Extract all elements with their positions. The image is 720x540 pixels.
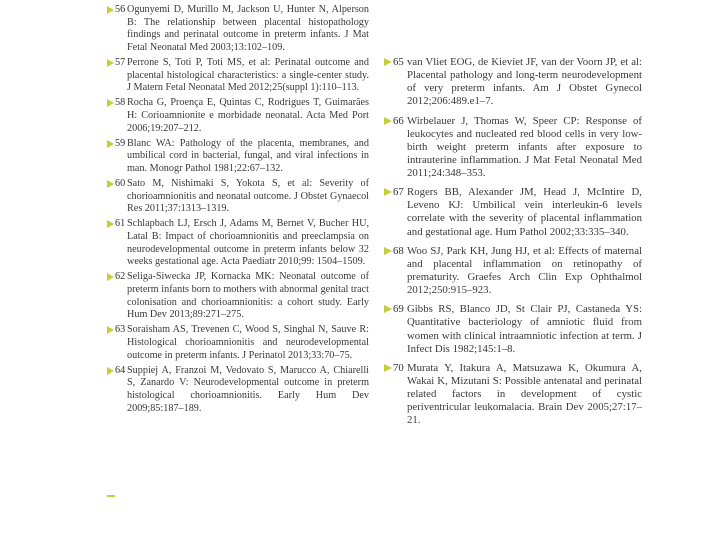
bullet-arrow-icon	[107, 273, 114, 281]
reference-list-left	[107, 4, 369, 418]
reference-item	[384, 115, 642, 180]
bullet-arrow-icon	[384, 364, 392, 372]
bullet-stub-decoration	[107, 495, 115, 497]
reference-number: 68	[393, 244, 404, 257]
reference-text: Ogunyemi D, Murillo M, Jackson U, Hunter N, Alperson B: The relationship between placental histopathology findings and perinatal outcome in preterm infants. J Mat Fetal Neonatal Med 2003;13:102–109.	[127, 4, 369, 53]
reference-item	[107, 218, 369, 268]
reference-number: 67	[393, 186, 404, 199]
reference-item	[107, 57, 369, 95]
reference-number: 58	[115, 97, 126, 109]
reference-item	[107, 4, 369, 54]
reference-number: 62	[115, 271, 126, 283]
reference-item	[384, 362, 642, 427]
reference-text: Soraisham AS, Trevenen C, Wood S, Singhal N, Sauve R: Histological chorioamnionitis and neurodevelopmental outcome in preterm infants. J Perinatol 2013;33:70–75.	[127, 324, 369, 361]
bullet-arrow-icon	[384, 188, 392, 196]
reference-text: Blanc WA: Pathology of the placenta, membranes, and umbilical cord in bacterial, fungal, and viral infections in man. Monogr Pathol 1981;22:67–132.	[127, 137, 369, 174]
reference-item	[384, 245, 642, 297]
reference-number: 64	[115, 364, 126, 376]
bullet-arrow-icon	[107, 140, 114, 148]
reference-number: 69	[393, 303, 404, 316]
bullet-arrow-icon	[107, 367, 114, 375]
reference-text: Schlapbach LJ, Ersch J, Adams M, Bernet V, Bucher HU, Latal B: Impact of chorioamnionitis and preeclampsia on neurodevelopmental outcome in preterm infants below 32 weeks gestational age. Acta Paediatr 2010;99: 1504–1509.	[127, 218, 369, 268]
reference-item	[384, 56, 642, 108]
reference-item	[107, 178, 369, 216]
reference-list-right	[384, 56, 642, 434]
reference-text: Wirbelauer J, Thomas W, Speer CP: Response of leukocytes and nucleated red blood cells in very low-birth weight preterm infants after exposure to intrauterine inflammation. J Mat Fetal Neonatal Med 2011;24:348–353.	[407, 114, 642, 179]
reference-text: Gibbs RS, Blanco JD, St Clair PJ, Castaneda YS: Quantitative bacteriology of amniotic fluid from women with clinical intraamniotic infection at term. J Infect Dis 1982;145:1–8.	[407, 303, 642, 355]
reference-text: Woo SJ, Park KH, Jung HJ, et al: Effects of maternal and placental inflammation on retinopathy of prematurity. Graefes Arch Clin Exp Ophthalmol 2012;250:915–923.	[407, 244, 642, 297]
reference-text: Suppiej A, Franzoi M, Vedovato S, Marucco A, Chiarelli S, Zanardo V: Neurodevelopmental outcome in preterm histological chorioamnionitis. Early Hum Dev 2009;85:187–189.	[127, 364, 369, 414]
bullet-arrow-icon	[107, 220, 114, 228]
bullet-arrow-icon	[384, 247, 392, 255]
reference-item	[107, 365, 369, 415]
bullet-arrow-icon	[384, 58, 392, 66]
reference-number: 63	[115, 324, 126, 336]
reference-text: Rocha G, Proença E, Quintas C, Rodrigues T, Guimarães H: Corioamnionite e morbidade neonatal. Acta Med Port 2006;19:207–212.	[127, 97, 369, 134]
reference-number: 56	[115, 4, 126, 15]
reference-item	[107, 138, 369, 176]
reference-text: van Vliet EOG, de Kieviet JF, van der Voorn JP, et al: Placental pathology and long-term neurodevelopment of very preterm infants. Am J Obstet Gynecol 2012;206:489.e1–7.	[407, 56, 642, 108]
bullet-arrow-icon	[107, 180, 114, 188]
bullet-arrow-icon	[107, 6, 114, 14]
reference-number: 66	[393, 114, 404, 127]
reference-number: 59	[115, 137, 126, 149]
reference-text: Seliga-Siwecka JP, Kornacka MK: Neonatal outcome of preterm infants born to mothers with abnormal genital tract colonisation and chorioamnionitis: a cohort study. Early Hum Dev 2013;89:271–275.	[127, 271, 369, 321]
bullet-arrow-icon	[107, 99, 114, 107]
reference-text: Sato M, Nishimaki S, Yokota S, et al: Severity of chorioamnionitis and neonatal outcome. J Obstet Gynaecol Res 2011;37:1313–1319.	[127, 178, 369, 215]
reference-text: Rogers BB, Alexander JM, Head J, McIntire D, Leveno KJ: Umbilical vein interleukin-6 levels correlate with the severity of placental inflammation and gestational age. Hum Pathol 2002;33:335–340.	[407, 186, 642, 238]
reference-text: Perrone S, Toti P, Toti MS, et al: Perinatal outcome and placental histological characteristics: a single-center study. J Matern Fetal Neonatal Med 2012;25(suppl 1):110–113.	[127, 56, 369, 94]
reference-item	[107, 97, 369, 135]
reference-item	[384, 303, 642, 355]
reference-text: Murata Y, Itakura A, Matsuzawa K, Okumura A, Wakai K, Mizutani S: Possible antenatal and perinatal related factors in development of cystic periventricular leukomalacia. Brain Dev 2005;27:17–21.	[407, 361, 642, 427]
bullet-arrow-icon	[107, 59, 114, 67]
reference-number: 60	[115, 178, 126, 190]
reference-number: 57	[115, 56, 126, 68]
reference-item	[107, 271, 369, 321]
reference-item	[384, 186, 642, 238]
bullet-arrow-icon	[107, 326, 114, 334]
reference-number: 61	[115, 218, 126, 230]
reference-number: 65	[393, 56, 404, 68]
bullet-arrow-icon	[384, 305, 392, 313]
bullet-arrow-icon	[384, 117, 392, 125]
reference-number: 70	[393, 361, 404, 374]
reference-item	[107, 324, 369, 362]
